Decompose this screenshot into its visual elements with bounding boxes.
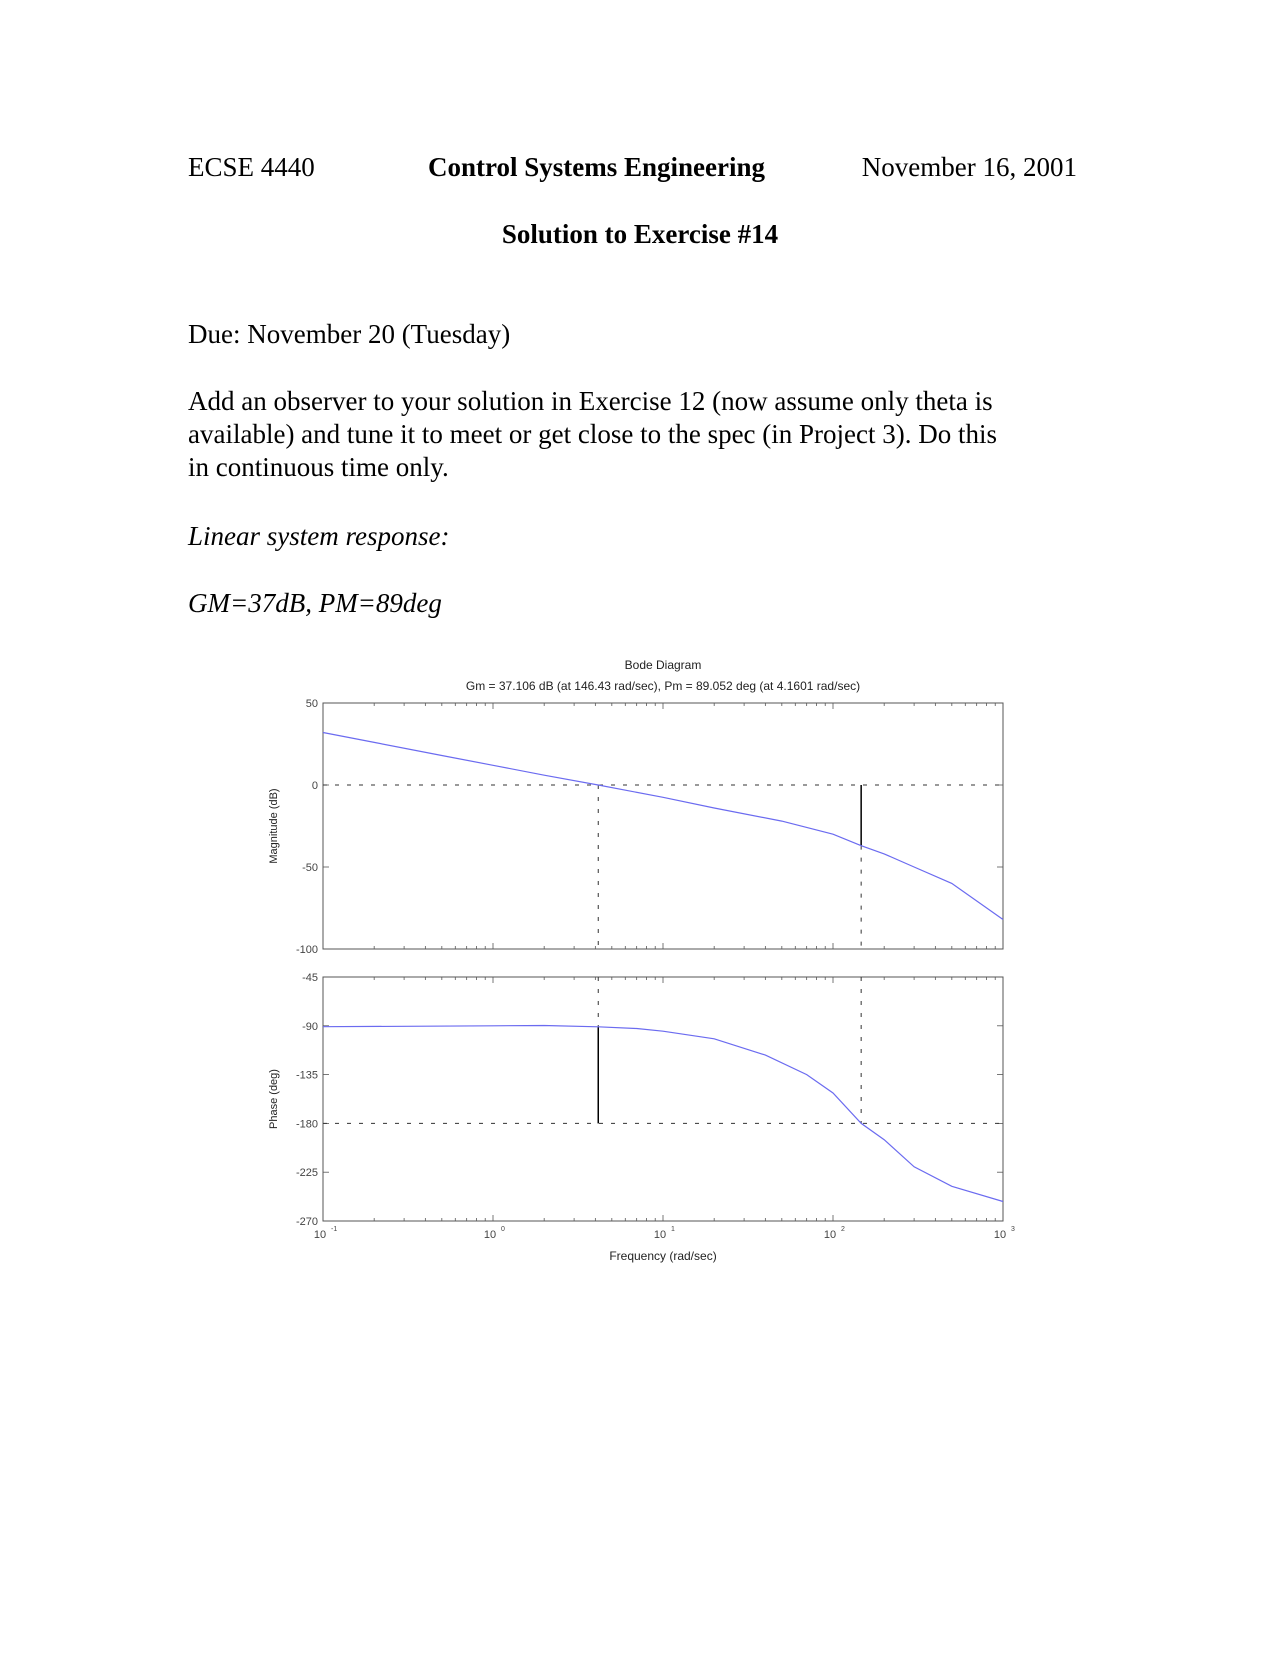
x-tick-label: 10 <box>483 1229 497 1241</box>
y-tick-label: -90 <box>302 1020 318 1033</box>
magnitude-axes <box>323 703 1003 949</box>
document-subtitle: Solution to Exercise #14 <box>501 219 779 249</box>
chart-subtitle: Gm = 37.106 dB (at 146.43 rad/sec), Pm = 89.052 deg (at 4.1601 rad/sec) <box>465 679 861 693</box>
phase-axes <box>323 977 1003 1221</box>
magnitude-curve <box>323 733 1003 920</box>
y-tick-label: -135 <box>295 1069 318 1082</box>
y-tick-label: -45 <box>302 972 318 984</box>
y-tick-label: -100 <box>295 944 318 956</box>
x-tick-exponent: 0 <box>501 1226 505 1233</box>
chart-title: Bode Diagram <box>624 658 702 672</box>
course-title: Control Systems Engineering <box>428 152 766 182</box>
x-tick-exponent: 2 <box>841 1226 845 1233</box>
x-tick-label: 10 <box>653 1229 667 1241</box>
due-date: Due: November 20 (Tuesday) <box>188 319 511 349</box>
instruction-line: in continuous time only. <box>188 452 449 482</box>
margins-summary: GM=37dB, PM=89deg <box>188 588 442 618</box>
x-tick-label: 10 <box>993 1229 1007 1241</box>
x-tick-exponent: 3 <box>1011 1226 1015 1233</box>
phase-curve <box>323 1026 1003 1202</box>
section-heading: Linear system response: <box>188 521 450 551</box>
y-tick-label: -270 <box>295 1216 318 1228</box>
y-tick-label: 50 <box>305 698 318 710</box>
x-tick-label: 10 <box>823 1229 837 1241</box>
y-tick-label: -225 <box>295 1167 318 1180</box>
course-number: ECSE 4440 <box>188 152 315 182</box>
phase-axis-label: Phase (deg) <box>268 1069 280 1129</box>
x-tick-exponent: -1 <box>331 1226 338 1233</box>
y-tick-label: -50 <box>302 862 318 874</box>
y-tick-label: 0 <box>311 780 318 792</box>
instruction-line: Add an observer to your solution in Exercise 12 (now assume only theta is <box>188 386 993 416</box>
magnitude-axis-label: Magnitude (dB) <box>268 788 280 864</box>
x-tick-exponent: 1 <box>671 1226 675 1233</box>
instruction-line: available) and tune it to meet or get close to the spec (in Project 3). Do this <box>188 419 998 449</box>
document-date: November 16, 2001 <box>861 152 1077 182</box>
x-axis-label: Frequency (rad/sec) <box>609 1249 717 1263</box>
y-tick-label: -180 <box>295 1118 318 1131</box>
x-tick-label: 10 <box>313 1229 327 1241</box>
